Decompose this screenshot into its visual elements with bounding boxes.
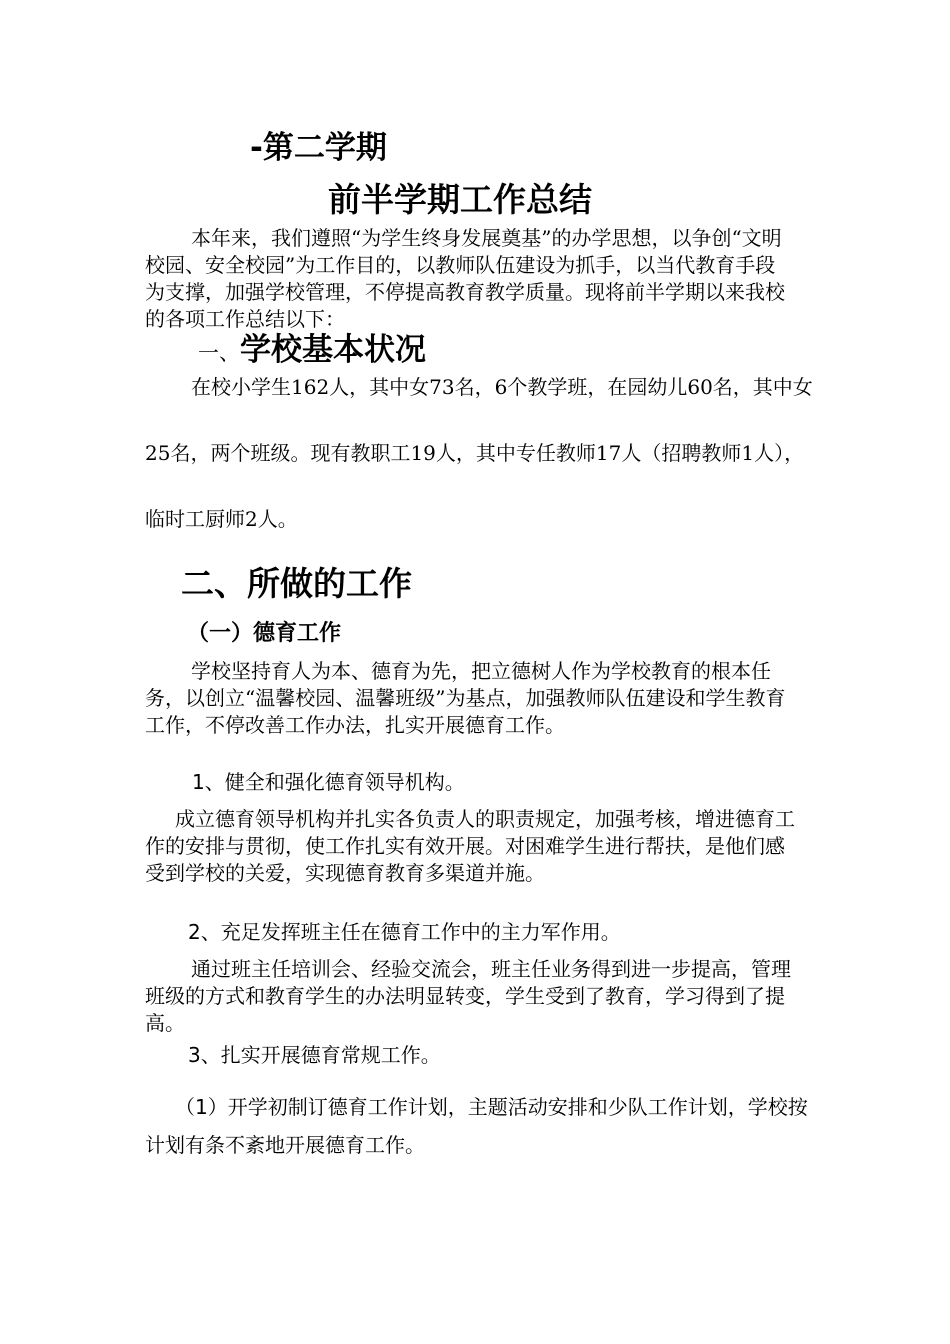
item-2-body: 通过班主任培训会、经验交流会，班主任业务得到进一步提高，管理班级的方式和教育学生的办法明显转变，学生受到了教育，学习得到了提高。: [145, 957, 791, 1035]
item-3-sub-1: （1）开学初制订德育工作计划，主题活动安排和少队工作计划，学校按计划有条不紊地开展德育工作。: [145, 1095, 808, 1157]
item-1-body: 成立德育领导机构并扎实各负责人的职责规定，加强考核，增进德育工作的安排与贯彻，使工作扎实有效开展。对困难学生进行帮扶，是他们感受到学校的关爱，实现德育教育多渠道并施。: [145, 807, 795, 885]
intro-paragraph: 本年来，我们遵照“为学生终身发展奠基”的办学思想，以争创“文明校园、安全校园”为工作目的，以教师队伍建设为抓手，以当代教育手段为支撑，加强学校管理，不停提高教育教学质量。现将前半学期以来我校的各项工作总结以下：: [145, 226, 785, 331]
item-2-title: 2、充足发挥班主任在德育工作中的主力军作用。: [188, 920, 621, 944]
section-1-title: 学校基本状况: [240, 332, 426, 368]
title-line-1: -第二学期: [250, 130, 387, 166]
subsection-1-heading: （一）德育工作: [187, 621, 342, 646]
document-title: 前半学期工作总结: [328, 180, 592, 219]
section-2-heading: 二、所做的工作: [181, 564, 412, 603]
item-3-title: 3、扎实开展德育常规工作。: [188, 1043, 441, 1067]
section-1-number: 一、: [198, 341, 240, 365]
subsection-1-intro: 学校坚持育人为本、德育为先，把立德树人作为学校教育的根本任务，以创立“温馨校园、温馨班级”为基点，加强教师队伍建设和学生教育工作，不停改善工作办法，扎实开展德育工作。: [145, 659, 786, 737]
section-1-body: 在校小学生162人，其中女73名，6个教学班，在园幼儿60名，其中女25名，两个班级。现有教职工19人，其中专任教师17人（招聘教师1人），临时工厨师2人。: [145, 375, 813, 531]
item-1-title: 1、健全和强化德育领导机构。: [192, 770, 465, 794]
